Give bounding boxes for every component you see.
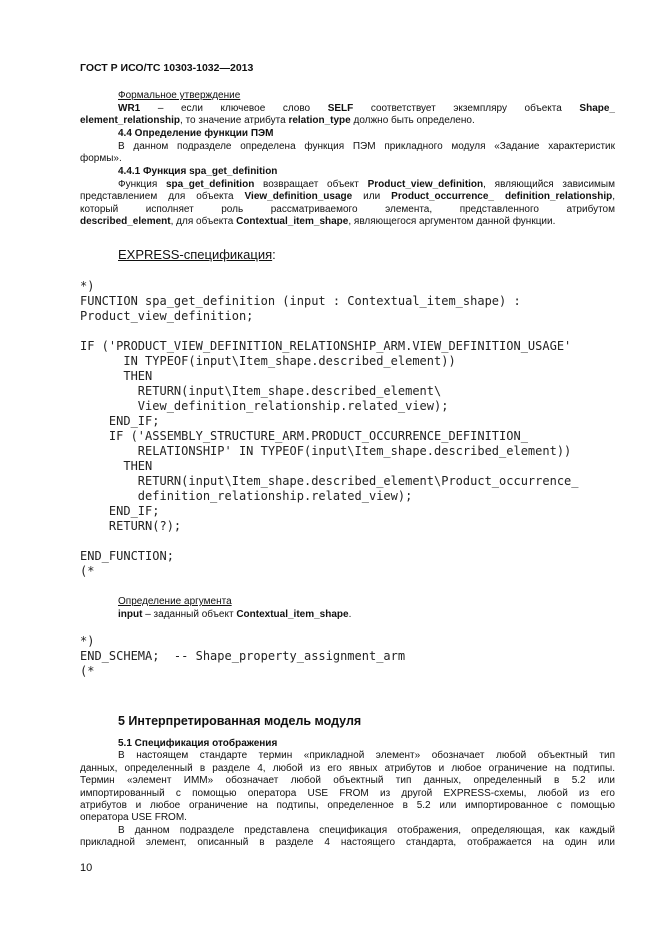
- page-header: ГОСТ Р ИСО/ТС 10303-1032—2013: [80, 62, 254, 74]
- formal-statement-heading: Формальное утверждение: [118, 90, 241, 101]
- code-line: RELATIONSHIP' IN TYPEOF(input\Item_shape.described_element)): [80, 444, 572, 458]
- code-line: *): [80, 634, 95, 648]
- code-line: END_SCHEMA; -- Shape_property_assignment_arm: [80, 649, 406, 663]
- code-line: Product_view_definition;: [80, 309, 254, 323]
- paragraph-line: оператора USE FROM.: [80, 812, 187, 824]
- express-code-schema-end: [80, 634, 405, 679]
- code-line: RETURN(input\Item_shape.described_element\: [80, 384, 442, 398]
- section-4-4-1-line-3: который исполняет роль рассматриваемого элемента, представленного атрибутом: [80, 203, 615, 215]
- paragraph-line: прикладной элемент, описанный в разделе 4 настоящего стандарта, отображается на один или: [80, 837, 615, 849]
- code-line: View_definition_relationship.related_view);: [80, 399, 449, 413]
- paragraph-line: импортированный с помощью оператора USE FROM из другой EXPRESS-схемы, любой из его: [80, 787, 615, 799]
- section-5-1-heading: 5.1 Спецификация отображения: [118, 738, 278, 749]
- code-line: [80, 324, 579, 339]
- express-spec-heading: EXPRESS-спецификация:: [118, 247, 276, 262]
- page-number: 10: [80, 862, 93, 874]
- section-5-1: [80, 738, 615, 850]
- section-4-4-line-1: В данном подразделе определена функция ПЭМ прикладного модуля «Задание характеристик: [118, 140, 615, 152]
- paragraph-line: В данном подразделе представлена спецификация отображения, определяющая, как каждый: [118, 824, 615, 836]
- section-5-1-paragraph-2: [80, 825, 615, 850]
- code-line: IF ('PRODUCT_VIEW_DEFINITION_RELATIONSHIP_ARM.VIEW_DEFINITION_USAGE': [80, 339, 572, 353]
- code-line: RETURN(?);: [80, 519, 182, 533]
- code-line: definition_relationship.related_view);: [80, 489, 413, 503]
- express-code-function: [80, 279, 579, 579]
- paragraph-line: данных, определенный в разделе 4, любой из его явных атрибутов и любое ограничение на подтипы.: [80, 762, 615, 774]
- paragraph-line: Термин «элемент ИММ» обозначает любой объектный тип данных, определенный в 5.2 или: [80, 775, 615, 787]
- section-4-4-1: [80, 166, 615, 229]
- argument-definition-text: input – заданный объект Contextual_item_shape.: [118, 608, 352, 620]
- code-line: END_IF;: [80, 414, 160, 428]
- wr1-line-2: element_relationship, то значение атрибута relation_type должно быть определено.: [80, 115, 475, 126]
- code-line: THEN: [80, 369, 153, 383]
- code-line: FUNCTION spa_get_definition (input : Contextual_item_shape) :: [80, 294, 521, 308]
- formal-statement-section: [80, 90, 615, 128]
- wr1-line-1: WR1 – если ключевое слово SELF соответствует экземпляру объекта Shape_: [118, 102, 615, 114]
- section-4-4-heading: 4.4 Определение функции ПЭМ: [118, 128, 274, 139]
- section-4-4-1-line-2: представлением для объекта View_definition_usage или Product_occurrence_ definition_relationship,: [80, 191, 615, 202]
- argument-definition: [80, 596, 615, 621]
- paragraph-line: атрибутов и любое ограничение на подтипы, определенное в 5.2 или импортированное с помощью: [80, 800, 615, 812]
- section-4-4-1-heading: 4.4.1 Функция spa_get_definition: [118, 166, 278, 177]
- section-4-4: [80, 128, 615, 166]
- code-line: RETURN(input\Item_shape.described_element\Product_occurrence_: [80, 474, 579, 488]
- section-4-4-line-2: формы».: [80, 153, 122, 164]
- section-4-4-1-line-4: described_element, для объекта Contextual_item_shape, являющегося аргументом данной функции.: [80, 216, 556, 227]
- section-5-heading: 5 Интерпретированная модель модуля: [118, 714, 362, 728]
- code-line: *): [80, 279, 95, 293]
- code-line: IF ('ASSEMBLY_STRUCTURE_ARM.PRODUCT_OCCURRENCE_DEFINITION_: [80, 429, 528, 443]
- code-line: IN TYPEOF(input\Item_shape.described_element)): [80, 354, 456, 368]
- section-5-1-paragraph-1: [80, 750, 615, 824]
- argument-definition-heading: Определение аргумента: [118, 596, 232, 607]
- code-line: [80, 534, 579, 549]
- code-line: (*: [80, 564, 95, 578]
- code-line: END_FUNCTION;: [80, 549, 174, 563]
- section-4-4-1-line-1: Функция spa_get_definition возвращает объект Product_view_definition, являющийся зависимым: [118, 178, 615, 190]
- code-line: THEN: [80, 459, 153, 473]
- paragraph-line: В настоящем стандарте термин «прикладной элемент» обозначает любой объектный тип: [118, 750, 615, 762]
- code-line: (*: [80, 664, 95, 678]
- code-line: END_IF;: [80, 504, 160, 518]
